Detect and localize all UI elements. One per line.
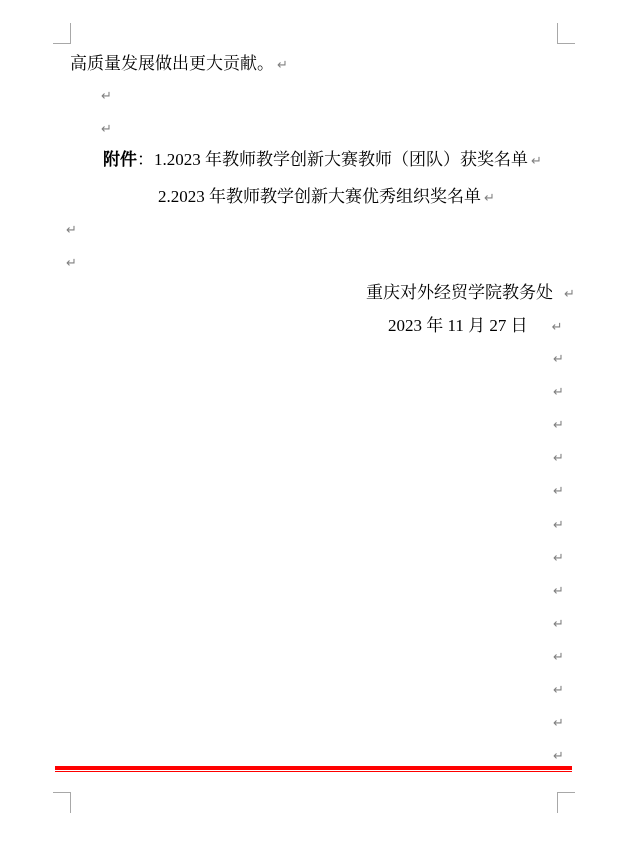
- attachment-item-2: 2.2023 年教师教学创新大赛优秀组织奖名单: [158, 187, 481, 206]
- attachment-item-1: 1.2023 年教师教学创新大赛教师（团队）获奖名单: [154, 150, 528, 169]
- empty-paragraph-mark-icon: ↵: [553, 683, 564, 698]
- empty-paragraph-mark-icon: ↵: [553, 352, 564, 367]
- signature-text: 重庆对外经贸学院教务处: [366, 283, 553, 302]
- attachment-line-1: [103, 150, 542, 172]
- body-paragraph-text: 高质量发展做出更大贡献。: [70, 54, 274, 73]
- empty-paragraph-mark-icon: ↵: [553, 583, 564, 599]
- empty-paragraph-mark-icon: ↵: [553, 616, 564, 632]
- date-text: 2023 年 11 月 27 日: [388, 316, 528, 335]
- margin-corner-top-left-icon: [53, 23, 71, 44]
- empty-paragraph-mark-icon: ↵: [553, 749, 564, 765]
- attachment-separator: ：: [137, 150, 154, 169]
- empty-paragraph-mark-icon: ↵: [101, 122, 112, 137]
- margin-corner-top-right-icon: [557, 23, 575, 44]
- empty-paragraph-mark-icon: ↵: [553, 451, 564, 467]
- attachment-line-2: [158, 187, 495, 209]
- paragraph-mark-icon: ↵: [551, 320, 563, 335]
- empty-paragraph-mark-icon: ↵: [553, 716, 564, 732]
- empty-paragraph-mark-icon: ↵: [101, 89, 112, 104]
- red-separator-thin-bar: [55, 771, 572, 772]
- margin-corner-bottom-left-icon: [53, 792, 71, 813]
- empty-paragraph-mark-icon: ↵: [553, 484, 564, 500]
- body-paragraph: [70, 54, 288, 76]
- attachment-label: 附件: [103, 150, 137, 169]
- paragraph-mark-icon: ↵: [484, 191, 495, 206]
- empty-paragraph-mark-icon: ↵: [553, 517, 564, 533]
- empty-paragraph-mark-icon: ↵: [553, 649, 564, 665]
- empty-paragraph-mark-icon: ↵: [553, 385, 564, 401]
- margin-corner-bottom-right-icon: [557, 792, 575, 813]
- paragraph-mark-icon: ↵: [564, 287, 575, 302]
- signature-line: [366, 283, 575, 305]
- pilcrow-column: [553, 353, 569, 793]
- empty-paragraph-mark-icon: ↵: [66, 256, 77, 271]
- date-line: [388, 316, 563, 338]
- empty-paragraph-mark-icon: ↵: [553, 550, 564, 566]
- paragraph-mark-icon: ↵: [277, 58, 288, 73]
- empty-paragraph-mark-icon: ↵: [553, 418, 564, 434]
- paragraph-mark-icon: ↵: [531, 154, 542, 169]
- red-separator-line: [55, 766, 572, 772]
- empty-paragraph-mark-icon: ↵: [66, 223, 77, 238]
